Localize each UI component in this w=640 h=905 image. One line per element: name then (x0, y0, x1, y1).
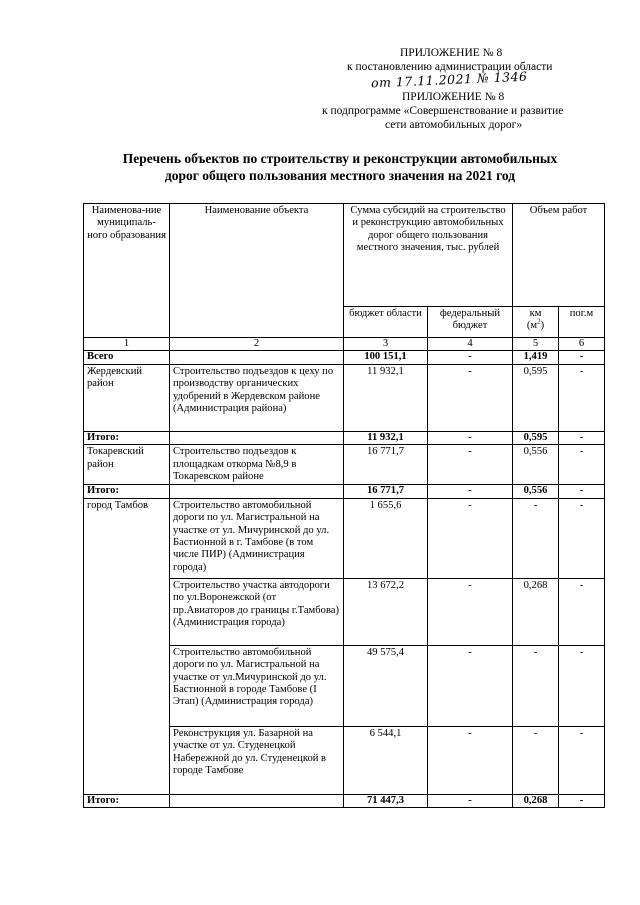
table-row (84, 498, 605, 578)
regional-value: 16 771,7 (344, 445, 428, 485)
object-name: Строительство подъездов к цеху по производству органических удобрений в Жердевском районе (Администрация района) (170, 364, 344, 431)
object-name: Строительство участка автодороги по ул.Воронежской (от пр.Авиаторов до границы г.Тамбова) (Администрация города) (170, 578, 344, 645)
subheader-pm: пог.м (559, 307, 605, 338)
km2-label: (м (526, 320, 538, 332)
total-empty (170, 351, 344, 364)
km2-close: ) (540, 320, 545, 332)
table-row (84, 445, 605, 485)
subheader-km (513, 307, 559, 338)
km-value: 0,556 (513, 445, 559, 485)
title-line-1: Перечень объектов по строительству и реконструкции автомобильных (122, 151, 558, 166)
subtotal-pm: - (559, 794, 605, 807)
title-line-2: дорог общего пользования местного значения на 2021 год (164, 168, 516, 183)
subtotal-empty (170, 431, 344, 444)
km-value: - (513, 645, 559, 726)
resolution-line: к постановлению администрации области (347, 61, 553, 73)
federal-value: - (428, 578, 513, 645)
header-municipality: Наименова-ние муниципаль-ного образования (84, 204, 170, 338)
total-km: 1,419 (513, 351, 559, 364)
federal-value: - (428, 726, 513, 794)
object-name: Строительство подъездов к площадкам откорма №8,9 в Токаревском районе (170, 445, 344, 485)
km-value: - (513, 498, 559, 578)
federal-value: - (428, 364, 513, 431)
subtotal-regional: 71 447,3 (344, 794, 428, 807)
subtotal-empty (170, 794, 344, 807)
subprogram-line-1: к подпрограмме «Совершенствование и развитие (322, 105, 564, 117)
objects-table (83, 203, 605, 808)
pm-value: - (559, 578, 605, 645)
appendix-label-2: ПРИЛОЖЕНИЕ № 8 (402, 91, 505, 103)
header-subsidies: Сумма субсидий на строительство и реконструкцию автомобильных дорог общего пользования местного значения, тыс. рублей (344, 204, 513, 307)
federal-value: - (428, 645, 513, 726)
subtotal-label: Итого: (84, 485, 170, 498)
total-federal: - (428, 351, 513, 364)
subtotal-label: Итого: (84, 431, 170, 444)
subtotal-row (84, 431, 605, 444)
subtotal-federal: - (428, 485, 513, 498)
total-row (84, 351, 605, 364)
km-label: км (529, 308, 542, 319)
km-value: - (513, 726, 559, 794)
pm-value: - (559, 364, 605, 431)
handwritten-date-number: от 17.11.2021 № 1346 (370, 68, 528, 91)
km-value: 0,595 (513, 364, 559, 431)
total-label: Всего (84, 351, 170, 364)
regional-value: 1 655,6 (344, 498, 428, 578)
subtotal-regional: 11 932,1 (344, 431, 428, 444)
total-pm: - (559, 351, 605, 364)
object-name: Строительство автомобильной дороги по ул. Магистральной на участке от ул.Мичуринской до ул. Бастионной в городе Тамбове (I Этап) (Администрация города) (170, 645, 344, 726)
federal-value: - (428, 498, 513, 578)
subtotal-federal: - (428, 431, 513, 444)
col-num-2: 2 (170, 338, 344, 351)
subtotal-pm: - (559, 431, 605, 444)
pm-value: - (559, 645, 605, 726)
table-header-row (84, 204, 605, 307)
header-volume: Объем работ (513, 204, 605, 307)
subtotal-km: 0,595 (513, 431, 559, 444)
object-name: Строительство автомобильной дороги по ул. Магистральной на участке от ул. Мичуринской до ул. Бастионной в г. Тамбове (в том числе ПИР) (Администрация города) (170, 498, 344, 578)
header-object: Наименование объекта (170, 204, 344, 338)
municipality-cell: Токаревский район (84, 445, 170, 485)
subtotal-empty (170, 485, 344, 498)
col-num-5: 5 (513, 338, 559, 351)
column-number-row (84, 338, 605, 351)
subtotal-row (84, 794, 605, 807)
subtotal-regional: 16 771,7 (344, 485, 428, 498)
regional-value: 49 575,4 (344, 645, 428, 726)
subtotal-label: Итого: (84, 794, 170, 807)
subheader-federal: федеральный бюджет (428, 307, 513, 338)
table-row (84, 364, 605, 431)
regional-value: 11 932,1 (344, 364, 428, 431)
col-num-3: 3 (344, 338, 428, 351)
col-num-1: 1 (84, 338, 170, 351)
subprogram-line-2: сети автомобильных дорог» (385, 119, 523, 131)
document-title (60, 150, 620, 184)
subtotal-km: 0,556 (513, 485, 559, 498)
municipality-cell: город Тамбов (84, 498, 170, 794)
federal-value: - (428, 445, 513, 485)
subtotal-km: 0,268 (513, 794, 559, 807)
total-regional: 100 151,1 (344, 351, 428, 364)
pm-value: - (559, 445, 605, 485)
pm-value: - (559, 498, 605, 578)
col-num-6: 6 (559, 338, 605, 351)
object-name: Реконструкция ул. Базарной на участке от ул. Студенецкой Набережной до ул. Студенецкой в городе Тамбове (170, 726, 344, 794)
appendix-label-1: ПРИЛОЖЕНИЕ № 8 (400, 47, 503, 59)
km2-exponent: 2 (537, 317, 541, 326)
regional-value: 6 544,1 (344, 726, 428, 794)
subheader-regional: бюджет области (344, 307, 428, 338)
municipality-cell: Жердевский район (84, 364, 170, 431)
pm-value: - (559, 726, 605, 794)
subtotal-pm: - (559, 485, 605, 498)
subtotal-row (84, 485, 605, 498)
col-num-4: 4 (428, 338, 513, 351)
regional-value: 13 672,2 (344, 578, 428, 645)
subtotal-federal: - (428, 794, 513, 807)
km-value: 0,268 (513, 578, 559, 645)
